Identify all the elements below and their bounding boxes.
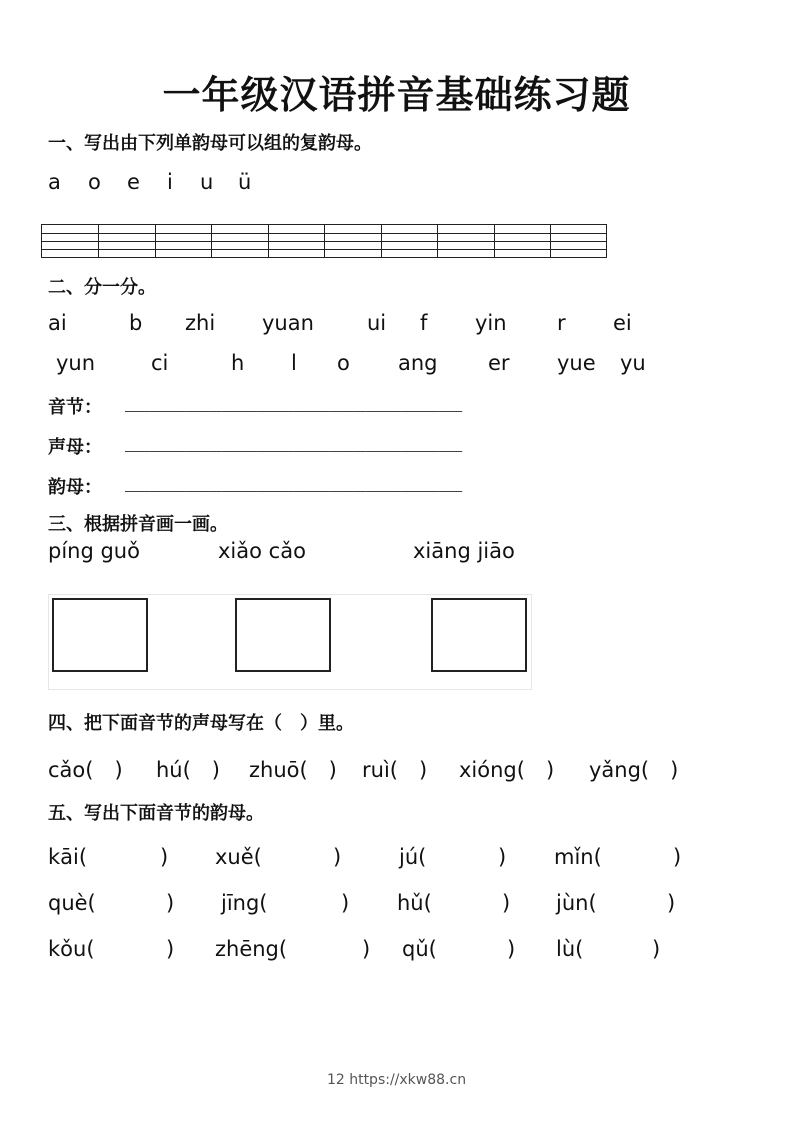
paren-close: ) <box>333 845 342 869</box>
section-1-heading: 一、写出由下列单韵母可以组的复韵母。 <box>48 133 372 154</box>
label-initial: 声母： <box>48 437 102 458</box>
draw-word: píng guǒ <box>48 539 140 563</box>
grid-divider <box>550 225 551 257</box>
section-5-heading: 五、写出下面音节的韵母。 <box>48 803 264 824</box>
final-item[interactable]: xuě( <box>215 845 262 869</box>
grid-divider <box>98 225 99 257</box>
drawing-box[interactable] <box>235 598 331 672</box>
paren-close: ) <box>673 845 682 869</box>
final-item[interactable]: jú( <box>399 845 427 869</box>
drawing-box[interactable] <box>52 598 148 672</box>
paren-close: ) <box>498 845 507 869</box>
page-footer: 12 https://xkw88.cn <box>326 1072 467 1088</box>
grid-divider <box>211 225 212 257</box>
syllable: zhi <box>185 311 216 335</box>
label-final: 韵母： <box>48 477 102 498</box>
paren-close: ) <box>166 937 175 961</box>
vowel-u: u <box>200 170 214 194</box>
draw-word: xiǎo cǎo <box>218 539 306 563</box>
paren-close: ) <box>667 891 676 915</box>
final-item[interactable]: kǒu( <box>48 937 95 961</box>
syllable: yun <box>56 351 96 375</box>
final-item[interactable]: mǐn( <box>554 845 602 869</box>
drawing-box[interactable] <box>431 598 527 672</box>
final-item[interactable]: jīng( <box>221 891 268 915</box>
initial-item[interactable]: zhuō( ) <box>249 758 337 782</box>
final-item[interactable]: hǔ( <box>397 891 432 915</box>
final-item[interactable]: zhēng( <box>215 937 288 961</box>
vowel-u-umlaut: ü <box>238 170 252 194</box>
syllable: yin <box>475 311 507 335</box>
grid-divider <box>494 225 495 257</box>
paren-close: ) <box>652 937 661 961</box>
section-4-heading: 四、把下面音节的声母写在（ ）里。 <box>48 713 354 734</box>
initial-item[interactable]: hú( ) <box>156 758 221 782</box>
paren-close: ) <box>507 937 516 961</box>
paren-close: ) <box>166 891 175 915</box>
syllable: b <box>129 311 143 335</box>
draw-word: xiāng jiāo <box>413 539 515 563</box>
syllable: ei <box>613 311 632 335</box>
syllable: ai <box>48 311 67 335</box>
paren-close: ) <box>502 891 511 915</box>
syllable: o <box>337 351 350 375</box>
syllable: r <box>557 311 566 335</box>
syllable: er <box>488 351 510 375</box>
syllable: ci <box>151 351 169 375</box>
final-item[interactable]: què( <box>48 891 96 915</box>
grid-divider <box>155 225 156 257</box>
label-syllable: 音节： <box>48 397 102 418</box>
syllable: yue <box>557 351 596 375</box>
syllable: l <box>291 351 297 375</box>
paren-close: ) <box>160 845 169 869</box>
final-item[interactable]: jùn( <box>556 891 597 915</box>
vowel-i: i <box>167 170 173 194</box>
syllable: ang <box>398 351 438 375</box>
vowel-o: o <box>88 170 101 194</box>
syllable: yu <box>620 351 646 375</box>
final-item[interactable]: qǔ( <box>402 937 437 961</box>
grid-divider <box>324 225 325 257</box>
page-title: 一年级汉语拼音基础练习题 <box>162 72 631 117</box>
syllable: yuan <box>262 311 314 335</box>
answer-line-syllable[interactable]: ____________________________ <box>125 388 463 412</box>
paren-close: ) <box>362 937 371 961</box>
section-3-heading: 三、根据拼音画一画。 <box>48 514 228 535</box>
writing-grid[interactable] <box>41 224 607 258</box>
syllable: ui <box>367 311 387 335</box>
initial-item[interactable]: xióng( ) <box>459 758 555 782</box>
paren-close: ) <box>341 891 350 915</box>
vowel-a: a <box>48 170 61 194</box>
initial-item[interactable]: ruì( ) <box>362 758 428 782</box>
answer-line-final[interactable]: ____________________________ <box>125 468 463 492</box>
final-item[interactable]: kāi( <box>48 845 88 869</box>
initial-item[interactable]: yǎng( ) <box>589 758 679 782</box>
syllable: f <box>420 311 428 335</box>
section-2-heading: 二、分一分。 <box>48 277 156 298</box>
initial-item[interactable]: cǎo( ) <box>48 758 123 782</box>
grid-divider <box>268 225 269 257</box>
grid-divider <box>437 225 438 257</box>
answer-line-initial[interactable]: ____________________________ <box>125 428 463 452</box>
grid-divider <box>381 225 382 257</box>
vowel-e: e <box>127 170 140 194</box>
syllable: h <box>231 351 245 375</box>
final-item[interactable]: lù( <box>556 937 584 961</box>
